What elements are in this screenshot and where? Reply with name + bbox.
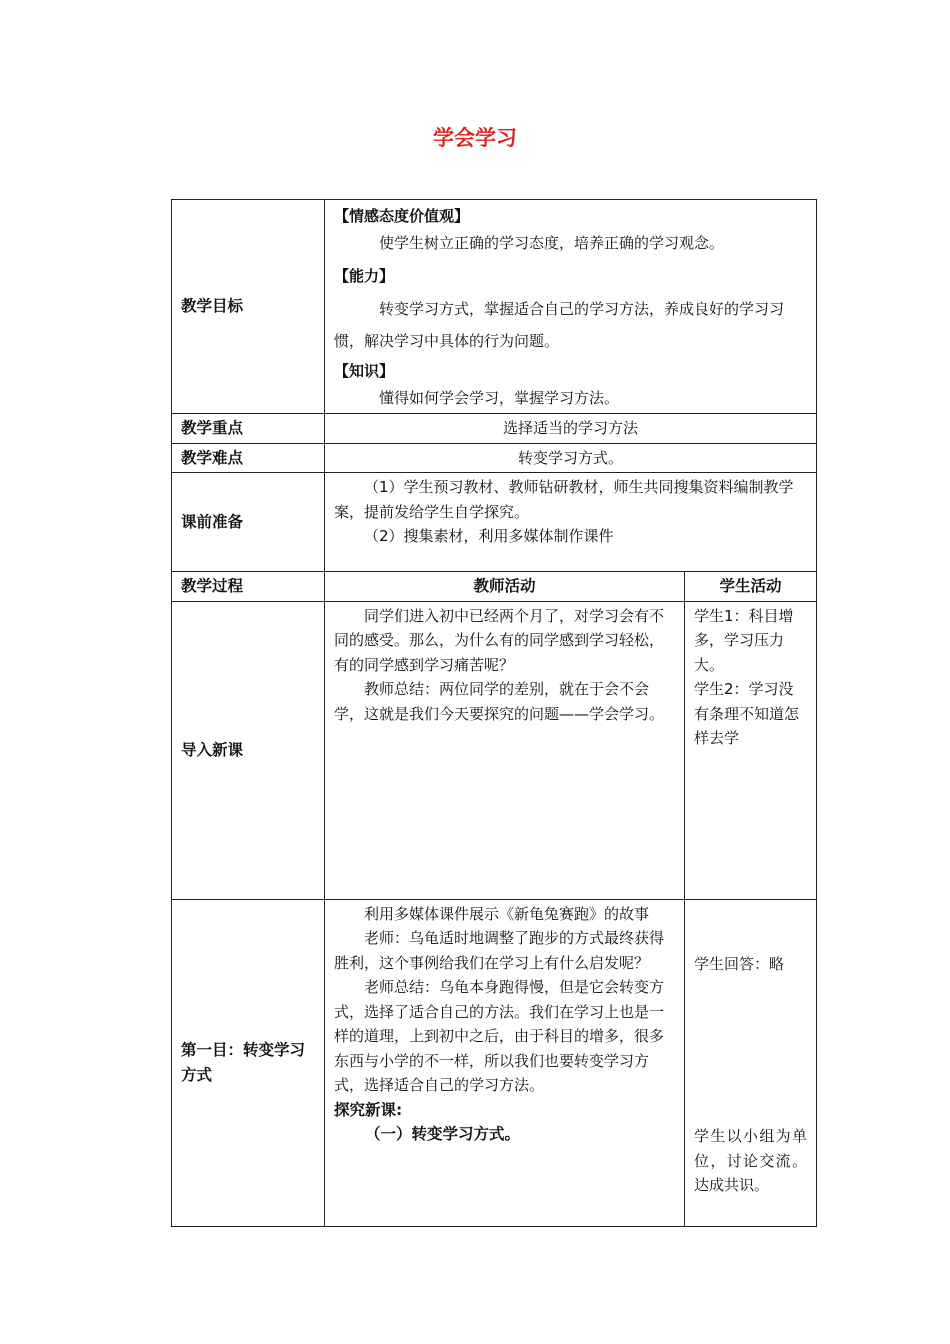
row-process-header [172, 572, 817, 602]
intro-student [685, 601, 817, 899]
intro-label: 导入新课 [172, 601, 325, 899]
key-point-value: 选择适当的学习方法 [325, 414, 817, 444]
intro-student-paragraph-2: 学生2：学习没有条理不知道怎样去学 [694, 680, 800, 747]
section-1-student [685, 899, 817, 1226]
student-activity-header: 学生活动 [685, 572, 817, 602]
row-section-1 [172, 899, 817, 1226]
intro-teacher-paragraph-2: 教师总结：两位同学的差别，就在于会不会学，这就是我们今天要探究的问题——学会学习。 [334, 680, 665, 723]
ability-heading: 【能力】 [334, 267, 395, 285]
ability-text: 转变学习方式，掌握适合自己的学习方法，养成良好的学习习惯，解决学习中具体的行为问题。 [334, 300, 785, 350]
section-1-teacher-paragraph-1: 利用多媒体课件展示《新龟兔赛跑》的故事 [364, 904, 650, 923]
row-key-point [172, 414, 817, 444]
row-preparation [172, 473, 817, 572]
key-point-label: 教学重点 [172, 414, 325, 444]
preparation-label: 课前准备 [172, 473, 325, 572]
intro-teacher-paragraph-1: 同学们进入初中已经两个月了，对学习会有不同的感受。那么，为什么有的同学感到学习轻松，有的同学感到学习痛苦呢？ [334, 606, 665, 674]
row-difficulty [172, 443, 817, 473]
difficulty-label: 教学难点 [172, 443, 325, 473]
intro-student-paragraph-1: 学生1：科目增多，学习压力大。 [694, 606, 794, 674]
process-header-label: 教学过程 [172, 572, 325, 602]
lesson-plan-table [171, 199, 817, 1227]
row-objectives [172, 200, 817, 414]
section-1-teacher-paragraph-3: 老师总结：乌龟本身跑得慢，但是它会转变方式，选择了适合自己的方法。我们在学习上也是一样的道理，上到初中之后，由于科目的增多，很多东西与小学的不一样，所以我们也要转变学习方式，选择适合自己的学习方法。 [334, 978, 665, 1094]
preparation-content [325, 473, 817, 572]
attitude-heading: 【情感态度价值观】 [334, 207, 470, 225]
section-1-student-paragraph-1: 学生回答：略 [694, 954, 785, 973]
attitude-text: 使学生树立正确的学习态度，培养正确的学习观念。 [379, 234, 725, 252]
document-title: 学会学习 [433, 126, 517, 150]
difficulty-value: 转变学习方式。 [325, 443, 817, 473]
objectives-label: 教学目标 [172, 200, 325, 414]
section-1-teacher [325, 899, 685, 1226]
section-1-label: 第一目：转变学习方式 [172, 899, 325, 1226]
knowledge-heading: 【知识】 [334, 362, 395, 380]
section-1-student-paragraph-2: 学生以小组为单位，讨论交流。达成共识。 [694, 1127, 808, 1194]
knowledge-text: 懂得如何学会学习，掌握学习方法。 [379, 389, 620, 407]
teacher-activity-header: 教师活动 [325, 572, 685, 602]
section-1-subheading: （一）转变学习方式。 [365, 1125, 521, 1143]
preparation-item-2: （2）搜集素材，利用多媒体制作课件 [364, 527, 614, 545]
intro-teacher [325, 601, 685, 899]
explore-label: 探究新课: [334, 1100, 403, 1119]
preparation-item-1: （1）学生预习教材、教师钻研教材，师生共同搜集资料编制教学案，提前发给学生自学探究。 [334, 478, 794, 521]
objectives-content [325, 200, 817, 414]
row-intro [172, 601, 817, 899]
section-1-teacher-paragraph-2: 老师：乌龟适时地调整了跑步的方式最终获得胜利，这个事例给我们在学习上有什么启发呢？ [334, 929, 665, 972]
